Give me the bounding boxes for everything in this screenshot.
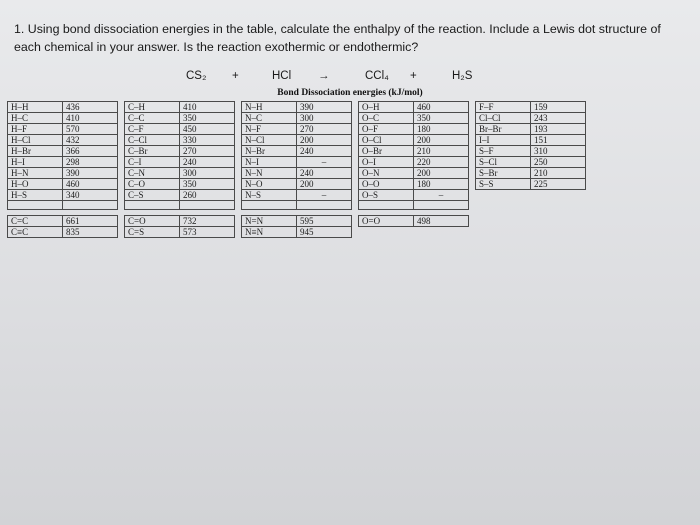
table-row [8,216,586,227]
energy-cell: 498 [414,216,469,227]
bond-cell: O–O [359,179,414,190]
energy-cell: 200 [297,179,352,190]
energy-cell: 573 [180,227,235,238]
energy-cell: 210 [414,146,469,157]
energy-cell: – [414,190,469,201]
bond-cell: H–O [8,179,63,190]
bond-cell: O–N [359,168,414,179]
energy-cell: 350 [180,113,235,124]
energy-cell: 410 [180,102,235,113]
bond-cell: H–I [8,157,63,168]
energy-cell: 240 [297,146,352,157]
bond-energy-table [7,101,586,238]
energy-cell: 300 [180,168,235,179]
energy-cell: – [297,157,352,168]
bond-cell: S–S [476,179,531,190]
table-row [8,157,586,168]
energy-cell: 330 [180,135,235,146]
table-row [8,102,586,113]
bond-cell: O–C [359,113,414,124]
energy-cell: 210 [531,168,586,179]
table-row [8,227,586,238]
energy-cell: 661 [63,216,118,227]
bond-cell: N–I [242,157,297,168]
bond-cell: O–F [359,124,414,135]
bond-cell: N–S [242,190,297,201]
bond-cell: N–N [242,168,297,179]
energy-cell: 570 [63,124,118,135]
reaction-equation [0,70,700,88]
product-ccl4: CCl₄ [365,70,389,82]
energy-cell: 350 [414,113,469,124]
energy-cell: 180 [414,179,469,190]
energy-cell: 460 [63,179,118,190]
energy-cell: 240 [297,168,352,179]
energy-cell: 200 [297,135,352,146]
bond-cell: O–H [359,102,414,113]
bond-cell: O–Cl [359,135,414,146]
reaction-arrow: → [318,70,330,82]
energy-cell: 450 [180,124,235,135]
bond-cell: O–I [359,157,414,168]
energy-cell: 732 [180,216,235,227]
energy-cell: 595 [297,216,352,227]
energy-cell: 340 [63,190,118,201]
energy-cell: 300 [297,113,352,124]
energy-cell: 460 [414,102,469,113]
bond-cell: H–F [8,124,63,135]
table-row [8,179,586,190]
reactant-cs2: CS₂ [186,70,207,82]
table-row [8,146,586,157]
energy-cell: 298 [63,157,118,168]
bond-cell: C–N [125,168,180,179]
question-text: 1. Using bond dissociation energies in the table, calculate the enthalpy of the reaction. Include a Lewis dot structure of each chemical in your answer. Is the reaction exothermic or endothermic? [14,22,661,54]
bond-cell: C–C [125,113,180,124]
bond-cell: H–Br [8,146,63,157]
energy-cell: 310 [531,146,586,157]
energy-cell: 200 [414,135,469,146]
plus-sign: + [410,70,417,82]
bond-cell: C=S [125,227,180,238]
bond-cell: C–H [125,102,180,113]
bond-cell: C–I [125,157,180,168]
bond-cell: N–O [242,179,297,190]
bond-cell: O–S [359,190,414,201]
energy-cell: 180 [414,124,469,135]
energy-cell: 436 [63,102,118,113]
bond-cell: C–Cl [125,135,180,146]
energy-cell: 270 [297,124,352,135]
energy-cell: 260 [180,190,235,201]
bond-cell: S–Br [476,168,531,179]
bond-cell: H–N [8,168,63,179]
table-row [8,113,586,124]
bond-cell: N–C [242,113,297,124]
energy-cell: 151 [531,135,586,146]
table-row [8,190,586,201]
energy-cell: 350 [180,179,235,190]
energy-cell: 225 [531,179,586,190]
bond-cell: N–Br [242,146,297,157]
bond-cell: C≡C [8,227,63,238]
bond-cell: C=O [125,216,180,227]
energy-cell: 390 [297,102,352,113]
bond-cell: C–S [125,190,180,201]
bond-cell: Br–Br [476,124,531,135]
bond-cell: C=C [8,216,63,227]
bond-cell: C–F [125,124,180,135]
product-h2s: H₂S [452,70,473,82]
bond-cell: N–Cl [242,135,297,146]
energy-cell: 200 [414,168,469,179]
energy-cell: 193 [531,124,586,135]
bond-cell: H–S [8,190,63,201]
bond-cell: S–Cl [476,157,531,168]
bond-cell: N≡N [242,227,297,238]
energy-cell: 410 [63,113,118,124]
bond-cell: N–H [242,102,297,113]
energy-cell: 270 [180,146,235,157]
bond-cell: N–F [242,124,297,135]
bond-cell: O–Br [359,146,414,157]
energy-cell: 250 [531,157,586,168]
energy-cell: 366 [63,146,118,157]
table-row [8,168,586,179]
energy-cell: 220 [414,157,469,168]
energy-cell: 390 [63,168,118,179]
bond-cell: F–F [476,102,531,113]
energy-cell: 240 [180,157,235,168]
energy-cell: – [297,190,352,201]
plus-sign: + [232,70,239,82]
bond-cell: S–F [476,146,531,157]
energy-cell: 835 [63,227,118,238]
bond-cell: O=O [359,216,414,227]
bond-cell: Cl–Cl [476,113,531,124]
bond-cell: C–Br [125,146,180,157]
energy-cell: 243 [531,113,586,124]
table-row [8,124,586,135]
bond-cell: I–I [476,135,531,146]
bond-cell: C–O [125,179,180,190]
energy-cell: 159 [531,102,586,113]
bond-cell: H–C [8,113,63,124]
bond-cell: N=N [242,216,297,227]
table-row [8,135,586,146]
reactant-hcl: HCl [272,70,292,82]
energy-cell: 945 [297,227,352,238]
bond-cell: H–H [8,102,63,113]
energy-cell: 432 [63,135,118,146]
bond-cell: H–Cl [8,135,63,146]
table-title: Bond Dissociation energies (kJ/mol) [277,88,423,98]
